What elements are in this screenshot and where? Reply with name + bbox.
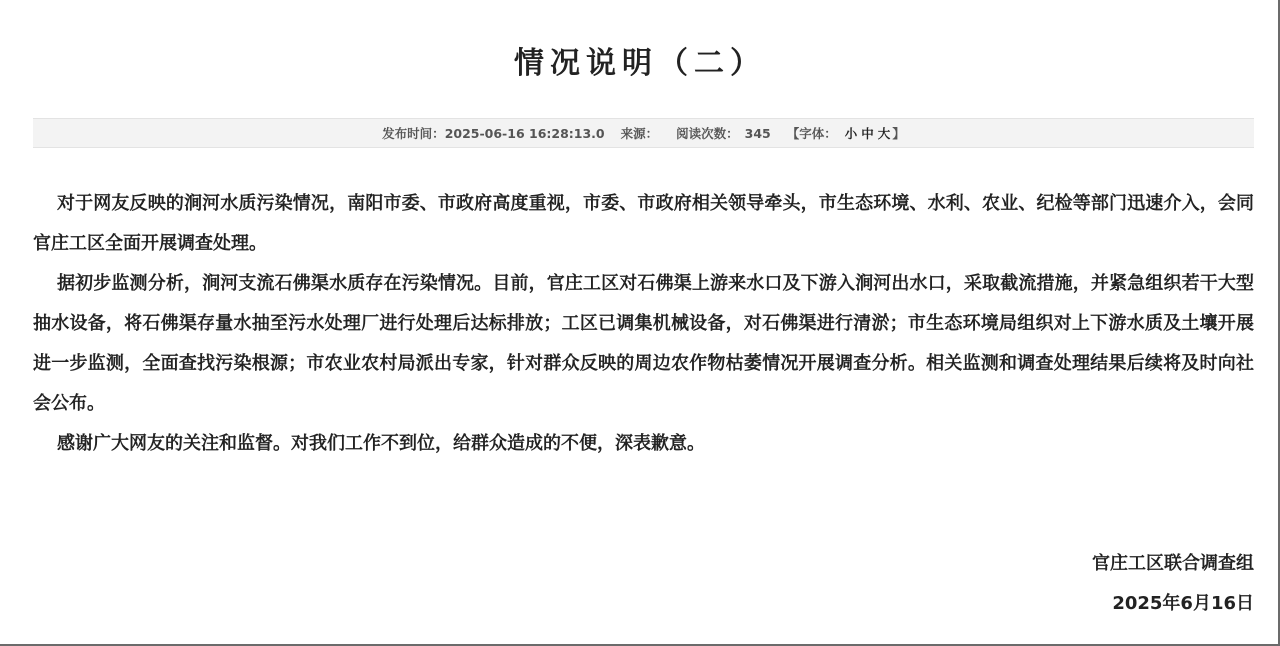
font-size-medium-link[interactable]: 中 (861, 126, 874, 141)
font-size-small-link[interactable]: 小 (844, 126, 858, 141)
source-label: 来源： (620, 126, 659, 141)
signature-organization: 官庄工区联合调查组 (1092, 553, 1254, 574)
page-title: 情况说明（二） (514, 46, 766, 81)
font-size-bracket-close: 】 (892, 126, 905, 141)
publish-time-label: 发布时间： (382, 126, 445, 141)
publish-time-value: 2025-06-16 16:28:13.0 (444, 125, 605, 141)
article-body (33, 184, 1254, 464)
font-size-large-link[interactable]: 大 (877, 126, 891, 141)
article-paragraph: 对于网友反映的涧河水质污染情况，南阳市委、市政府高度重视，市委、市政府相关领导牵头，市生态环境、水利、农业、纪检等部门迅速介入，会同官庄工区全面开展调查处理。 (33, 193, 1254, 254)
article-paragraph: 感谢广大网友的关注和监督。对我们工作不到位，给群众造成的不便，深表歉意。 (57, 433, 705, 454)
article-paragraph: 据初步监测分析，涧河支流石佛渠水质存在污染情况。目前，官庄工区对石佛渠上游来水口及下游入涧河出水口，采取截流措施，并紧急组织若干大型抽水设备，将石佛渠存量水抽至污水处理厂进行处理后达标排放；工区已调集机械设备，对石佛渠进行清淤；市生态环境局组织对上下游水质及土壤开展进一步监测，全面查找污染根源；市农业农村局派出专家，针对群众反映的周边农作物枯萎情况开展调查分析。相关监测和调查处理结果后续将及时向社会公布。 (33, 273, 1254, 414)
read-count-label: 阅读次数： (676, 126, 739, 141)
signature-date: 2025年6月16日 (1112, 593, 1254, 614)
read-count-value: 345 (744, 125, 771, 141)
article-meta-bar (33, 118, 1254, 148)
font-size-label: 【字体： (786, 126, 837, 141)
